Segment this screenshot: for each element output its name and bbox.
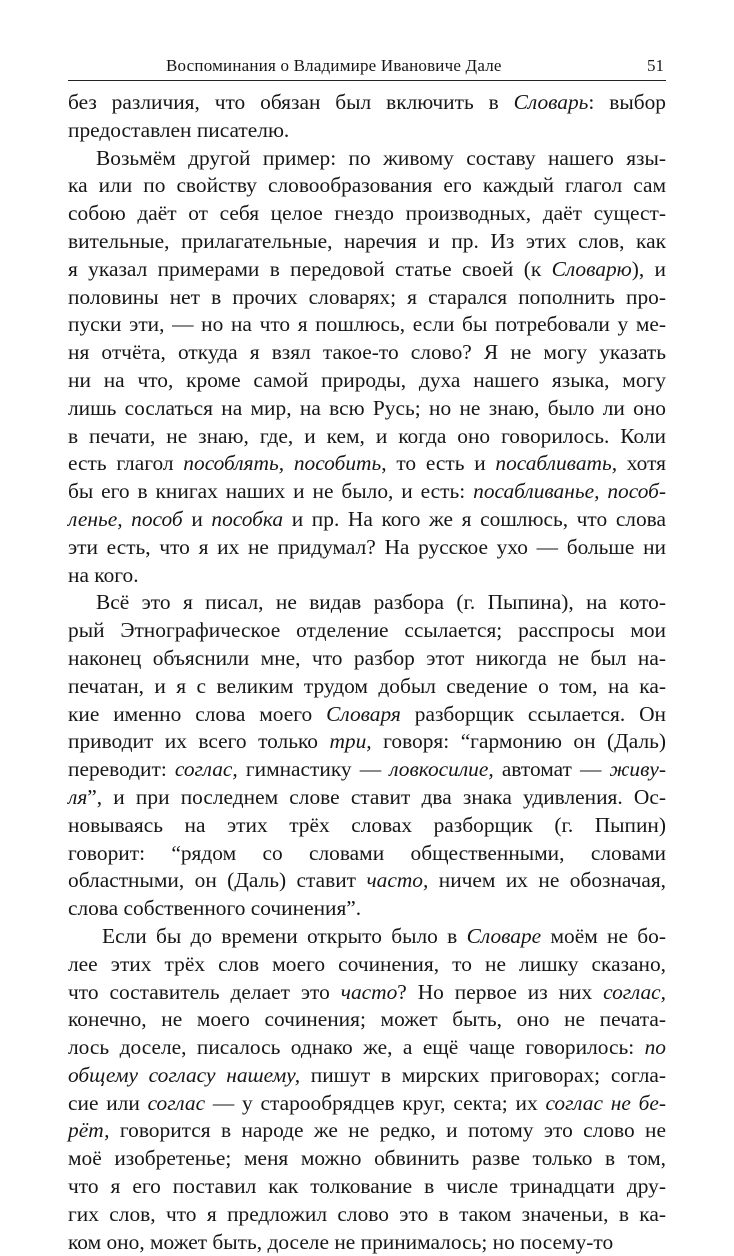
text-line — [68, 256, 666, 284]
text-segment: ), и — [631, 256, 666, 281]
italic-text: ля — [68, 784, 88, 809]
text-line — [68, 534, 666, 562]
text-segment: бы его в книгах наших и не было, и есть: — [68, 479, 474, 504]
text-line — [68, 89, 666, 117]
text-segment: ничем их не обозначая, — [428, 868, 667, 893]
text-line — [68, 1006, 666, 1034]
text-segment: автомат — — [493, 757, 610, 782]
text-segment: говоря: “гармонию он (Даль) — [371, 729, 666, 754]
text-segment: областными, он (Даль) ставит — [68, 868, 367, 893]
text-segment: говорится в народе же не редко, и потому это слово не — [109, 1118, 666, 1143]
text-line — [68, 1117, 666, 1145]
italic-text: ловкосилие, — [389, 757, 494, 782]
text-segment: ни на что, кроме самой природы, духа нашего языка, могу — [68, 367, 666, 392]
text-segment: ком оно, может быть, доселе не принималось; но посему-то — [68, 1229, 614, 1254]
text-line — [68, 1201, 666, 1229]
text-line — [68, 395, 666, 423]
text-segment: и пр. На кого же я сошлюсь, что слова — [283, 506, 666, 531]
text-segment: вительные, прилагательные, наречия и пр. Из этих слов, как — [68, 228, 666, 253]
text-line — [68, 589, 666, 617]
body-text — [68, 89, 666, 1256]
text-line — [68, 784, 666, 812]
text-line — [68, 756, 666, 784]
text-segment: лось доселе, писалось однако же, а ещё чаще говорилось: — [68, 1035, 645, 1060]
text-segment: лишь сослаться на мир, на всю Русь; но не знаю, было ли оно — [68, 395, 666, 420]
text-segment: эти есть, что я их не придумал? На русское ухо — больше ни — [68, 534, 666, 559]
text-segment: собою даёт от себя целое гнездо производных, даёт сущест- — [68, 201, 666, 226]
text-line — [68, 1034, 666, 1062]
text-segment: сие или — [68, 1090, 148, 1115]
italic-text: Словарю — [551, 256, 632, 281]
text-segment: что составитель делает это — [68, 979, 341, 1004]
text-line — [68, 172, 666, 200]
text-line — [68, 1145, 666, 1173]
page-number: 51 — [647, 56, 664, 75]
text-segment: на кого. — [68, 562, 139, 587]
text-segment: ня отчёта, откуда я взял такое-то слово? Я не могу указать — [68, 340, 666, 365]
text-segment: Всё это я писал, не видав разбора (г. Пыпина), на кото- — [96, 590, 666, 615]
text-line — [68, 1173, 666, 1201]
text-line — [68, 311, 666, 339]
italic-text: пособлять, пособить — [183, 451, 382, 476]
text-segment: что я его поставил как толкование в числе тринадцати дру- — [68, 1174, 666, 1199]
text-line — [68, 117, 666, 145]
text-line — [68, 423, 666, 451]
text-line — [68, 1090, 666, 1118]
text-line — [68, 1229, 666, 1256]
text-segment: слова собственного сочинения”. — [68, 896, 362, 921]
italic-text: соглас не бе- — [545, 1090, 666, 1115]
text-line — [68, 728, 666, 756]
text-segment: говорит: “рядом со словами общественными, словами — [68, 840, 666, 865]
text-line — [68, 617, 666, 645]
text-segment: печатан, и я с великим трудом добыл сведение о том, на ка- — [68, 673, 666, 698]
text-segment: половины нет в прочих словарях; я старался пополнить про- — [68, 284, 666, 309]
text-segment: приводит их всего только — [68, 729, 330, 754]
italic-text: три, — [329, 729, 372, 754]
text-segment: конечно, не моего сочинения; может быть, оно не печата- — [68, 1007, 666, 1032]
italic-text: соглас, — [174, 757, 238, 782]
text-segment: гих слов, что я предложил слово это в таком значеньи, в ка- — [68, 1201, 666, 1226]
text-line — [68, 1062, 666, 1090]
text-segment: хотя — [617, 451, 666, 476]
text-line — [68, 701, 666, 729]
italic-text: Словаря — [326, 701, 401, 726]
text-segment: и — [182, 506, 212, 531]
text-line — [68, 339, 666, 367]
text-segment: переводит: — [68, 757, 175, 782]
italic-text: соглас — [147, 1090, 206, 1115]
text-line — [68, 812, 666, 840]
text-line — [68, 895, 666, 923]
text-line — [68, 840, 666, 868]
italic-text: посабливать, — [495, 451, 618, 476]
text-segment: предоставлен писателю. — [68, 117, 290, 142]
italic-text: пособка — [211, 506, 284, 531]
text-segment: разборщик ссылается. Он — [400, 701, 666, 726]
page-header — [68, 46, 666, 81]
italic-text: посабливанье, пособ- — [473, 479, 666, 504]
italic-text: часто — [340, 979, 398, 1004]
text-line — [68, 228, 666, 256]
text-line — [68, 450, 666, 478]
italic-text: по — [644, 1035, 666, 1060]
text-line — [68, 367, 666, 395]
text-segment: ? Но первое из них — [397, 979, 604, 1004]
text-line — [68, 673, 666, 701]
running-title: Воспоминания о Владимире Ивановиче Дале — [166, 56, 502, 75]
italic-text: Словарь — [513, 90, 589, 114]
text-segment: есть глагол — [68, 451, 184, 476]
italic-text: рёт, — [68, 1118, 110, 1143]
text-line — [68, 284, 666, 312]
text-line — [68, 145, 666, 173]
text-segment: , то есть и — [381, 451, 496, 476]
text-line — [68, 200, 666, 228]
italic-text: живу- — [609, 757, 666, 782]
text-line — [68, 562, 666, 590]
italic-text: общему согласу нашему, — [68, 1062, 301, 1087]
text-segment: гимнастику — — [237, 757, 390, 782]
text-line — [68, 478, 666, 506]
italic-text: соглас, — [603, 979, 666, 1004]
text-segment: без различия, что обязан был включить в — [68, 90, 514, 114]
text-segment: — у старообрядцев круг, секта; их — [205, 1090, 546, 1115]
text-segment: моём не бо- — [541, 923, 666, 948]
italic-text: ленье, пособ — [68, 506, 183, 531]
text-segment: я указал примерами в передовой статье своей (к — [68, 256, 552, 281]
text-segment: ”, и при последнем слове ставит два знака удивления. Ос- — [87, 784, 666, 809]
text-segment: наконец объяснили мне, что разбор этот никогда не был на- — [68, 645, 666, 670]
italic-text: Словаре — [466, 923, 542, 948]
text-line — [68, 923, 666, 951]
text-segment: в печати, не знаю, где, и кем, и когда оно говорилось. Коли — [68, 423, 666, 448]
text-segment: Если бы до времени открыто было в — [102, 923, 467, 948]
italic-text: часто, — [366, 868, 429, 893]
text-segment: пуски эти, — но на что я пошлюсь, если бы потребовали у ме- — [68, 312, 666, 337]
text-line — [68, 951, 666, 979]
text-segment: рый Этнографическое отделение ссылается; расспросы мои — [68, 618, 666, 643]
text-segment: Возьмём другой пример: по живому составу нашего язы- — [96, 145, 666, 170]
text-segment: : выбор — [588, 90, 666, 114]
text-segment: пишут в мирских приговорах; согла- — [300, 1062, 666, 1087]
text-segment: ка или по свойству словообразования его каждый глагол сам — [68, 173, 666, 198]
text-line — [68, 506, 666, 534]
text-segment: новываясь на этих трёх словах разборщик (г. Пыпин) — [68, 812, 666, 837]
text-line — [68, 979, 666, 1007]
text-line — [68, 645, 666, 673]
text-line — [68, 867, 666, 895]
text-segment: лее этих трёх слов моего сочинения, то не лишку сказано, — [68, 951, 666, 976]
text-segment: моё изобретенье; меня можно обвинить разве только в том, — [68, 1146, 666, 1171]
text-segment: кие именно слова моего — [68, 701, 327, 726]
